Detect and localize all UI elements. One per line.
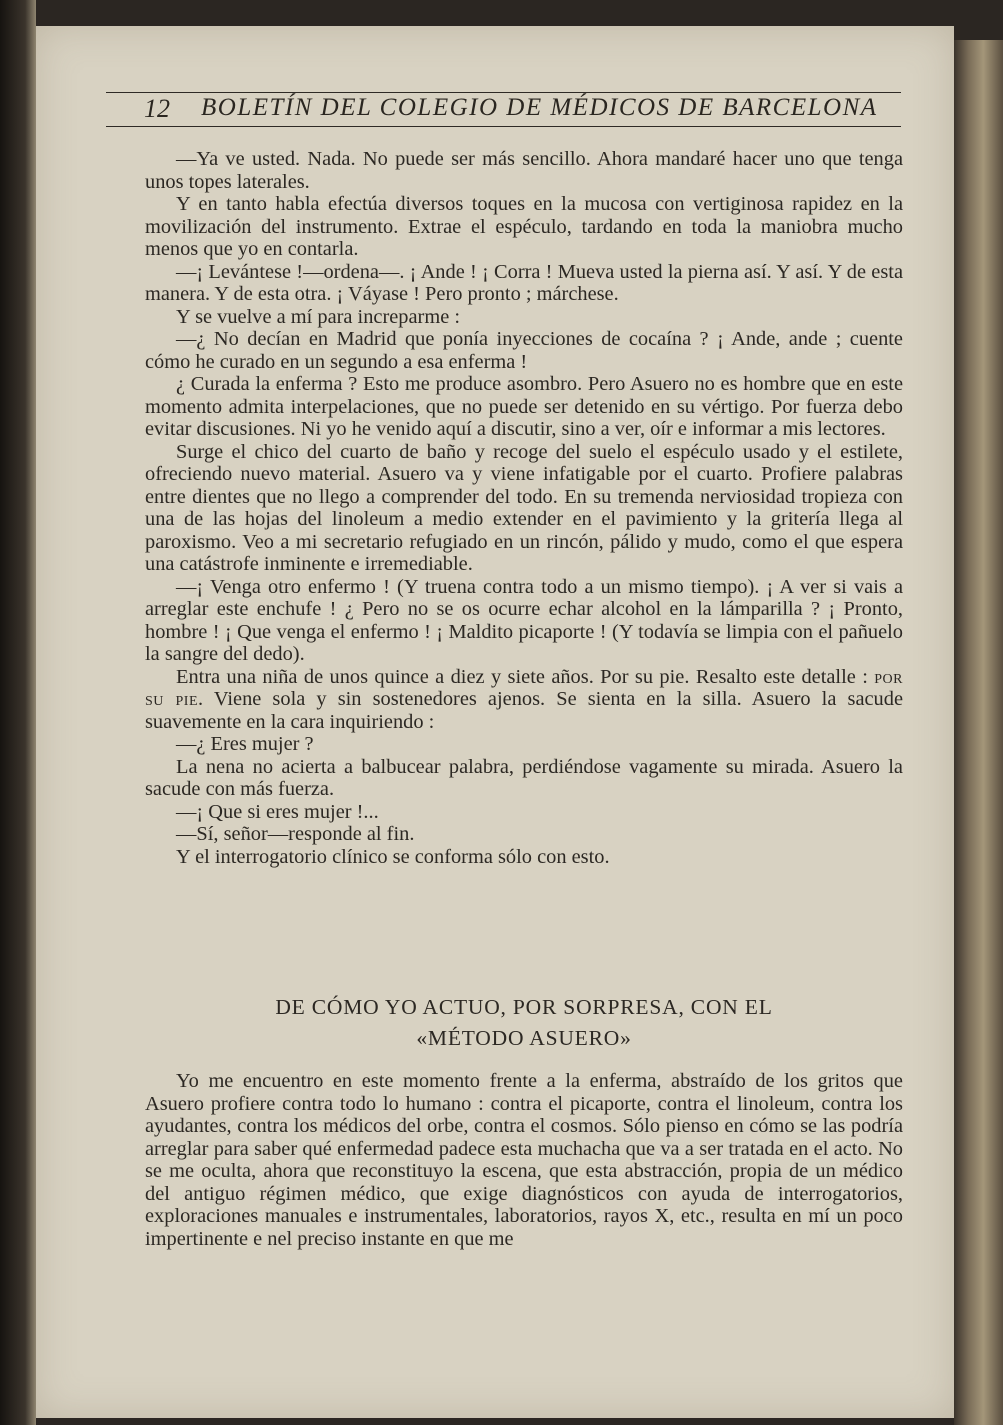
section-heading-line: DE CÓMO YO ACTUO, POR SORPRESA, CON EL (275, 995, 773, 1019)
emphasis-small-caps: por su pie (145, 665, 903, 710)
paragraph: —¿ Eres mujer ? (176, 733, 314, 755)
paragraph: Yo me encuentro en este momento frente a la enferma, abstraído de los gritos que Asuero profiere contra todo lo humano : contra el picaporte, contra el linoleum, contra los ayudantes, contra los médicos del orbe, contra el cosmos. Sólo pienso en cómo se las podría arreglar para saber qué enfermedad padece esta muchacha que va a ser tratada en el acto. No se me oculta, ahora que reconstituyo la escena, que esta abstracción, propia de un médico del antiguo régimen médico, que exige diagnósticos con ayuda de interrogatorios, exploraciones manuales e instrumentales, laboratorios, rayos X, etc., resulta en mí un poco impertinente e nel preciso instante en que me (145, 1070, 903, 1250)
paragraph: ¿ Curada la enferma ? Esto me produce asombro. Pero Asuero no es hombre que en este momento admita interpelaciones, que no puede ser detenido en su vértigo. Por fuerza debo evitar discusiones. Ni yo he venido aquí a discutir, sino a ver, oír e informar a mis lectores. (145, 373, 903, 440)
paragraph: —¿ No decían en Madrid que ponía inyecciones de cocaína ? ¡ Ande, ande ; cuente cómo he curado en un segundo a esa enferma ! (145, 328, 903, 373)
paragraph: Y el interrogatorio clínico se conforma sólo con esto. (176, 845, 610, 868)
page-number: 12 (144, 94, 170, 123)
book-edge-left (0, 0, 36, 1425)
header-rule-top (106, 92, 901, 93)
paragraph: Y se vuelve a mí para increparme : (176, 305, 461, 328)
paragraph: —¡ Levántese !—ordena—. ¡ Ande ! ¡ Corra ! Mueva usted la pierna así. Y así. Y de esta manera. Y de esta otra. ¡ Váyase ! Pero pronto ; márchese. (145, 260, 903, 305)
paragraph: —¡ Que si eres mujer !... (176, 800, 379, 823)
paragraph-entra (145, 666, 903, 734)
body-text (145, 148, 903, 868)
paragraph: —¡ Venga otro enfermo ! (Y truena contra todo a un mismo tiempo). ¡ A ver si vais a arreglar este enchufe ! ¿ Pero no se os ocurre echar alcohol en la lámparilla ? ¡ Pronto, hombre ! ¡ Que venga el enfermo ! ¡ Maldito picaporte ! (Y todavía se limpia con el pañuelo la sangre del dedo). (145, 575, 903, 665)
journal-title: BOLETÍN DEL COLEGIO DE MÉDICOS DE BARCELONA (201, 94, 878, 121)
header-rule-bottom (106, 126, 901, 127)
paragraph: Surge el chico del cuarto de baño y recoge del suelo el espéculo usado y el estilete, ofreciendo nuevo material. Asuero va y viene infatigable por el cuarto. Profiere palabras entre dientes que no llego a comprender del todo. En su tremenda nerviosidad tropieza con una de las hojas del linoleum a medio extender en el pavimiento y la gritería llega al paroxismo. Veo a mi secretario refugiado en un rincón, pálido y mudo, como el que espera una catástrofe inminente e irremediable. (145, 440, 903, 575)
paragraph: La nena no acierta a balbucear palabra, perdiéndose vagamente su mirada. Asuero la sacude con más fuerza. (145, 755, 903, 800)
section-body (145, 1070, 903, 1250)
book-spine (954, 40, 1003, 1425)
section-heading (145, 992, 903, 1054)
running-header (106, 72, 906, 128)
text-run: Entra una niña de unos quince a diez y siete años. Por su pie. Resalto este detalle : (176, 665, 875, 688)
paragraph: —Sí, señor—responde al fin. (176, 823, 415, 845)
paragraph: Y en tanto habla efectúa diversos toques en la mucosa con vertiginosa rapidez en la movilización del instrumento. Extrae el espéculo, tardando en toda la maniobra mucho menos que yo en contarla. (145, 193, 903, 260)
section-heading-line: «MÉTODO ASUERO» (416, 1026, 632, 1050)
paragraph: —Ya ve usted. Nada. No puede ser más sencillo. Ahora mandaré hacer uno que tenga unos topes laterales. (145, 148, 903, 193)
text-run: . Viene sola y sin sostenedores ajenos. Se sienta en la silla. Asuero la sacude suavemente en la cara inquiriendo : (145, 688, 903, 733)
